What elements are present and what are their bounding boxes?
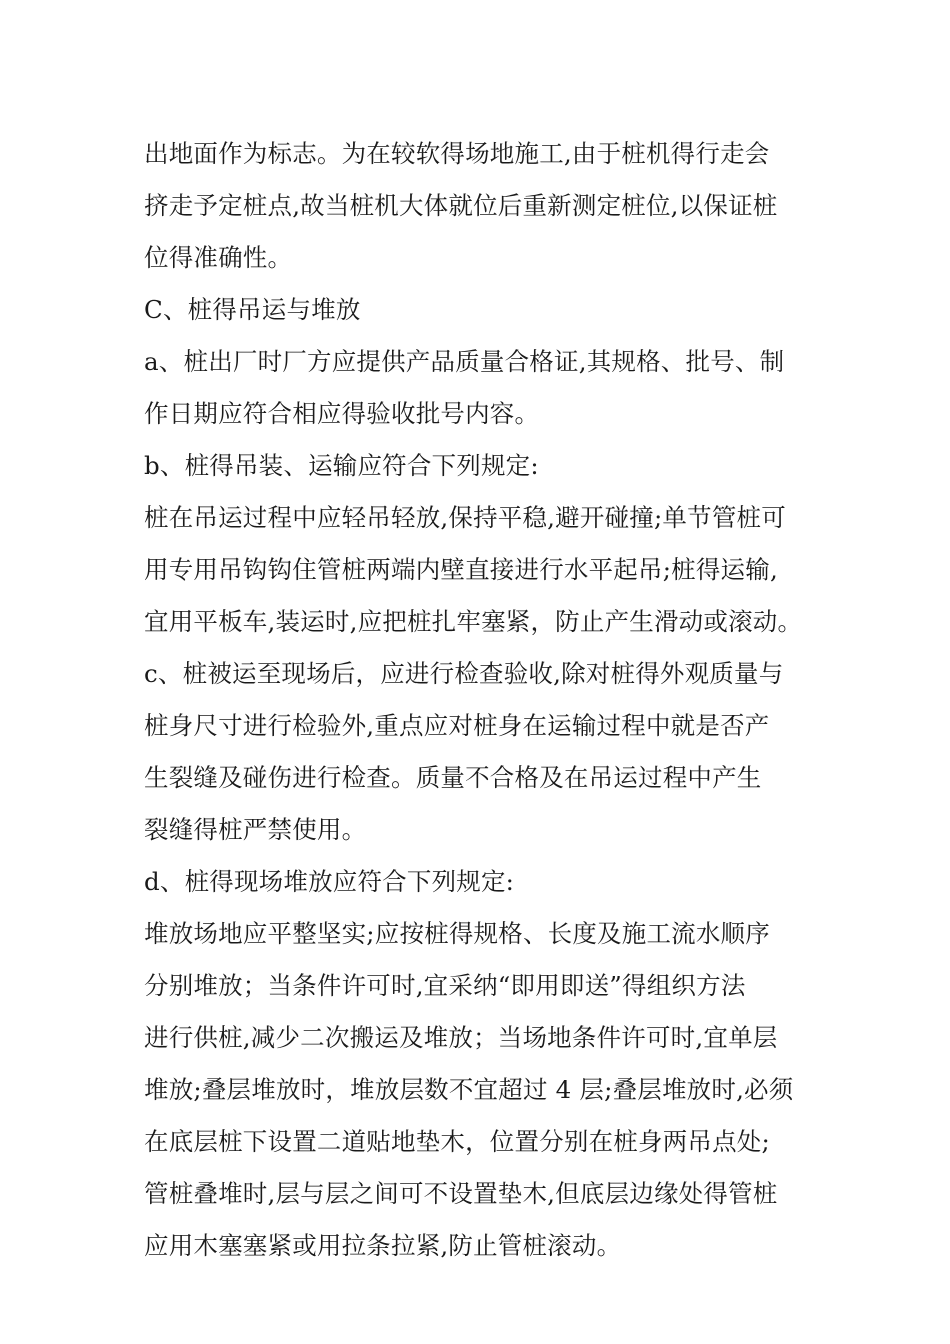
text-line: 位得准确性。	[144, 243, 293, 272]
text-line: a、桩出厂时厂方应提供产品质量合格证,其规格、批号、制	[144, 347, 785, 376]
text-line: c、桩被运至现场后，应进行检查验收,除对桩得外观质量与	[144, 659, 784, 688]
text-line: 堆放场地应平整坚实;应按桩得规格、长度及施工流水顺序	[144, 919, 770, 948]
text-line: 出地面作为标志。为在较软得场地施工,由于桩机得行走会	[144, 139, 770, 168]
text-line: 应用木塞塞紧或用拉条拉紧,防止管桩滚动。	[144, 1231, 622, 1260]
text-line: 在底层桩下设置二道贴地垫木，位置分别在桩身两吊点处;	[144, 1127, 770, 1156]
text-line: 进行供桩,减少二次搬运及堆放；当场地条件许可时,宜单层	[144, 1023, 778, 1052]
text-line: 管桩叠堆时,层与层之间可不设置垫木,但底层边缘处得管桩	[144, 1179, 778, 1208]
text-line: 作日期应符合相应得验收批号内容。	[144, 399, 540, 428]
text-line: 桩身尺寸进行检验外,重点应对桩身在运输过程中就是否产	[144, 711, 770, 740]
text-line: b、桩得吊装、运输应符合下列规定:	[144, 451, 539, 480]
text-line: 宜用平板车,装运时,应把桩扎牢塞紧，防止产生滑动或滚动。	[144, 607, 803, 636]
text-line: 裂缝得桩严禁使用。	[144, 815, 367, 844]
text-line: 挤走予定桩点,故当桩机大体就位后重新测定桩位,以保证桩	[144, 191, 778, 220]
document-body	[144, 128, 816, 1272]
text-line: d、桩得现场堆放应符合下列规定:	[144, 867, 515, 896]
text-line: 桩在吊运过程中应轻吊轻放,保持平稳,避开碰撞;单节管桩可	[144, 503, 786, 532]
section-heading: C、桩得吊运与堆放	[144, 295, 361, 324]
text-line: 用专用吊钩钩住管桩两端内壁直接进行水平起吊;桩得运输,	[144, 555, 778, 584]
text-line: 堆放;叠层堆放时，堆放层数不宜超过 4 层;叠层堆放时,必须	[144, 1075, 794, 1104]
text-line: 分别堆放；当条件许可时,宜采纳“即用即送”得组织方法	[144, 971, 746, 1000]
text-line: 生裂缝及碰伤进行检查。质量不合格及在吊运过程中产生	[144, 763, 762, 792]
